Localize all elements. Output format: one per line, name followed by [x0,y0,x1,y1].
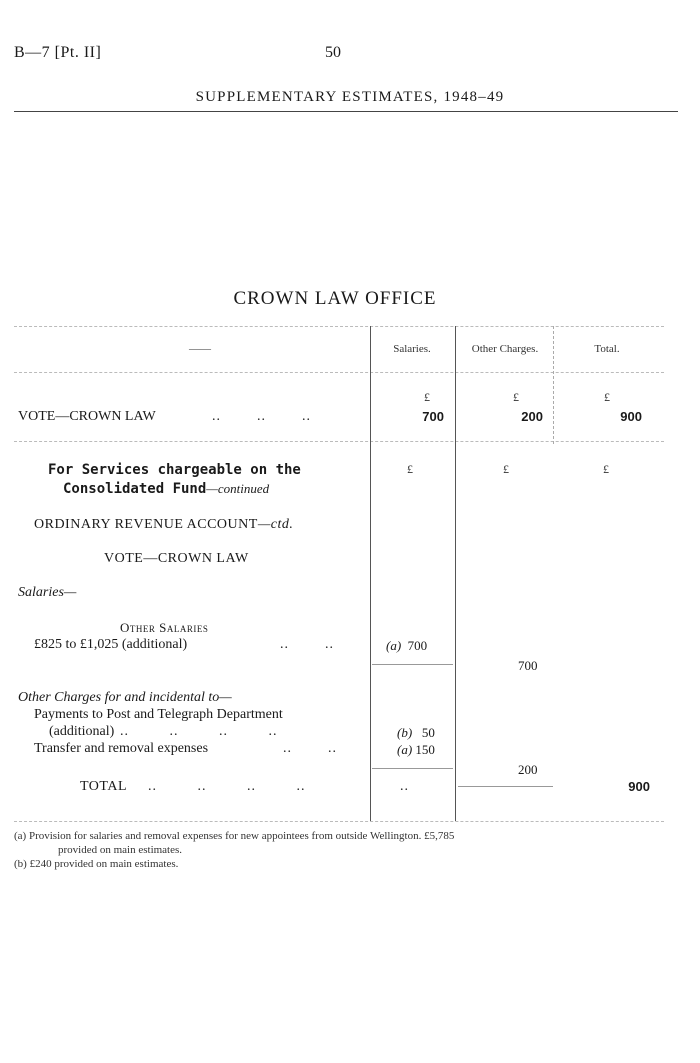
services-heading-fund: Consolidated Fund [63,481,207,497]
total-currency: £ [604,390,610,404]
table-header-rule [14,372,664,373]
footnote-marker: (a) [397,742,413,757]
salaries-currency: £ [424,390,430,404]
page-title: SUPPLEMENTARY ESTIMATES, 1948–49 [195,89,505,105]
detail-other-charges-currency: £ [503,462,509,476]
other-charges-subtotal: 200 [518,762,538,777]
office-title: CROWN LAW OFFICE [233,288,437,309]
other-salaries-heading: Other Salaries [120,620,209,635]
other-charges-currency: £ [513,390,519,404]
salary-item-label: £825 to £1,025 (additional) [34,637,188,652]
salary-item-amount: 700 [407,638,428,653]
salaries-column-header: Salaries. [393,343,431,355]
vote-summary-label: VOTE—CROWN LAW [18,409,156,424]
leader-dots: .. .. [280,637,334,652]
leader-dots: .. .. .. .. [148,779,306,794]
salaries-heading: Salaries— [18,585,77,600]
table-bottom-rule [14,821,664,822]
page-reference: B—7 [Pt. II] [14,44,102,61]
leader-dots: .. .. .. [212,409,311,424]
leader-dots: .. .. .. .. [120,724,278,739]
vote-total-value: 900 [620,409,642,424]
footnote-a-line2: provided on main estimates. [58,844,183,856]
transfer-expenses-label: Transfer and removal expenses [34,741,209,756]
total-salaries-dots: .. [400,779,409,794]
grand-total-value: 900 [628,779,650,794]
vote-summary-rule [14,441,664,442]
footnote-b: (b) £240 provided on main estimates. [14,858,179,870]
services-heading-continued: —continued [206,481,270,496]
description-column-header: —— [189,343,211,355]
vote-salaries-value: 700 [422,409,444,424]
subtotal-rule [372,768,453,769]
column-divider-other-charges [455,326,456,821]
header-rule [14,111,678,112]
subtotal-rule [372,664,453,665]
footnote-marker: (b) [397,725,413,740]
page-number: 50 [325,44,341,61]
column-divider-total [553,326,554,444]
account-continued: —ctd. [257,517,294,532]
other-charges-heading: Other Charges for and incidental to— [18,690,232,705]
detail-salaries-currency: £ [407,462,413,476]
salary-item-value [386,638,427,654]
table-top-rule [14,326,664,327]
services-heading-line1: For Services chargeable on the [48,462,301,478]
column-divider-salaries [370,326,371,821]
total-label: TOTAL [80,779,128,794]
vote-other-charges-value: 200 [521,409,543,424]
post-payments-value [397,725,435,741]
footnote-a-line1: (a) Provision for salaries and removal expenses for new appointees from outside Wellington. £5,785 [14,830,455,842]
post-payments-label-line1: Payments to Post and Telegraph Department [34,707,283,722]
transfer-expenses-value [397,742,435,758]
leader-dots: .. .. [283,741,337,756]
account-heading [34,517,293,533]
services-heading-line2 [63,480,269,498]
detail-total-currency: £ [603,462,609,476]
other-charges-column-header: Other Charges. [471,343,539,355]
total-column-header: Total. [594,343,620,355]
vote-heading: VOTE—CROWN LAW [104,551,249,566]
footnote-marker: (a) [386,638,402,653]
post-payments-amount: 50 [421,725,435,740]
account-name: ORDINARY REVENUE ACCOUNT [34,517,258,532]
post-payments-label-line2: (additional) [49,724,115,739]
salaries-subtotal: 700 [518,658,538,673]
transfer-expenses-amount: 150 [415,742,435,757]
total-rule [458,786,553,787]
